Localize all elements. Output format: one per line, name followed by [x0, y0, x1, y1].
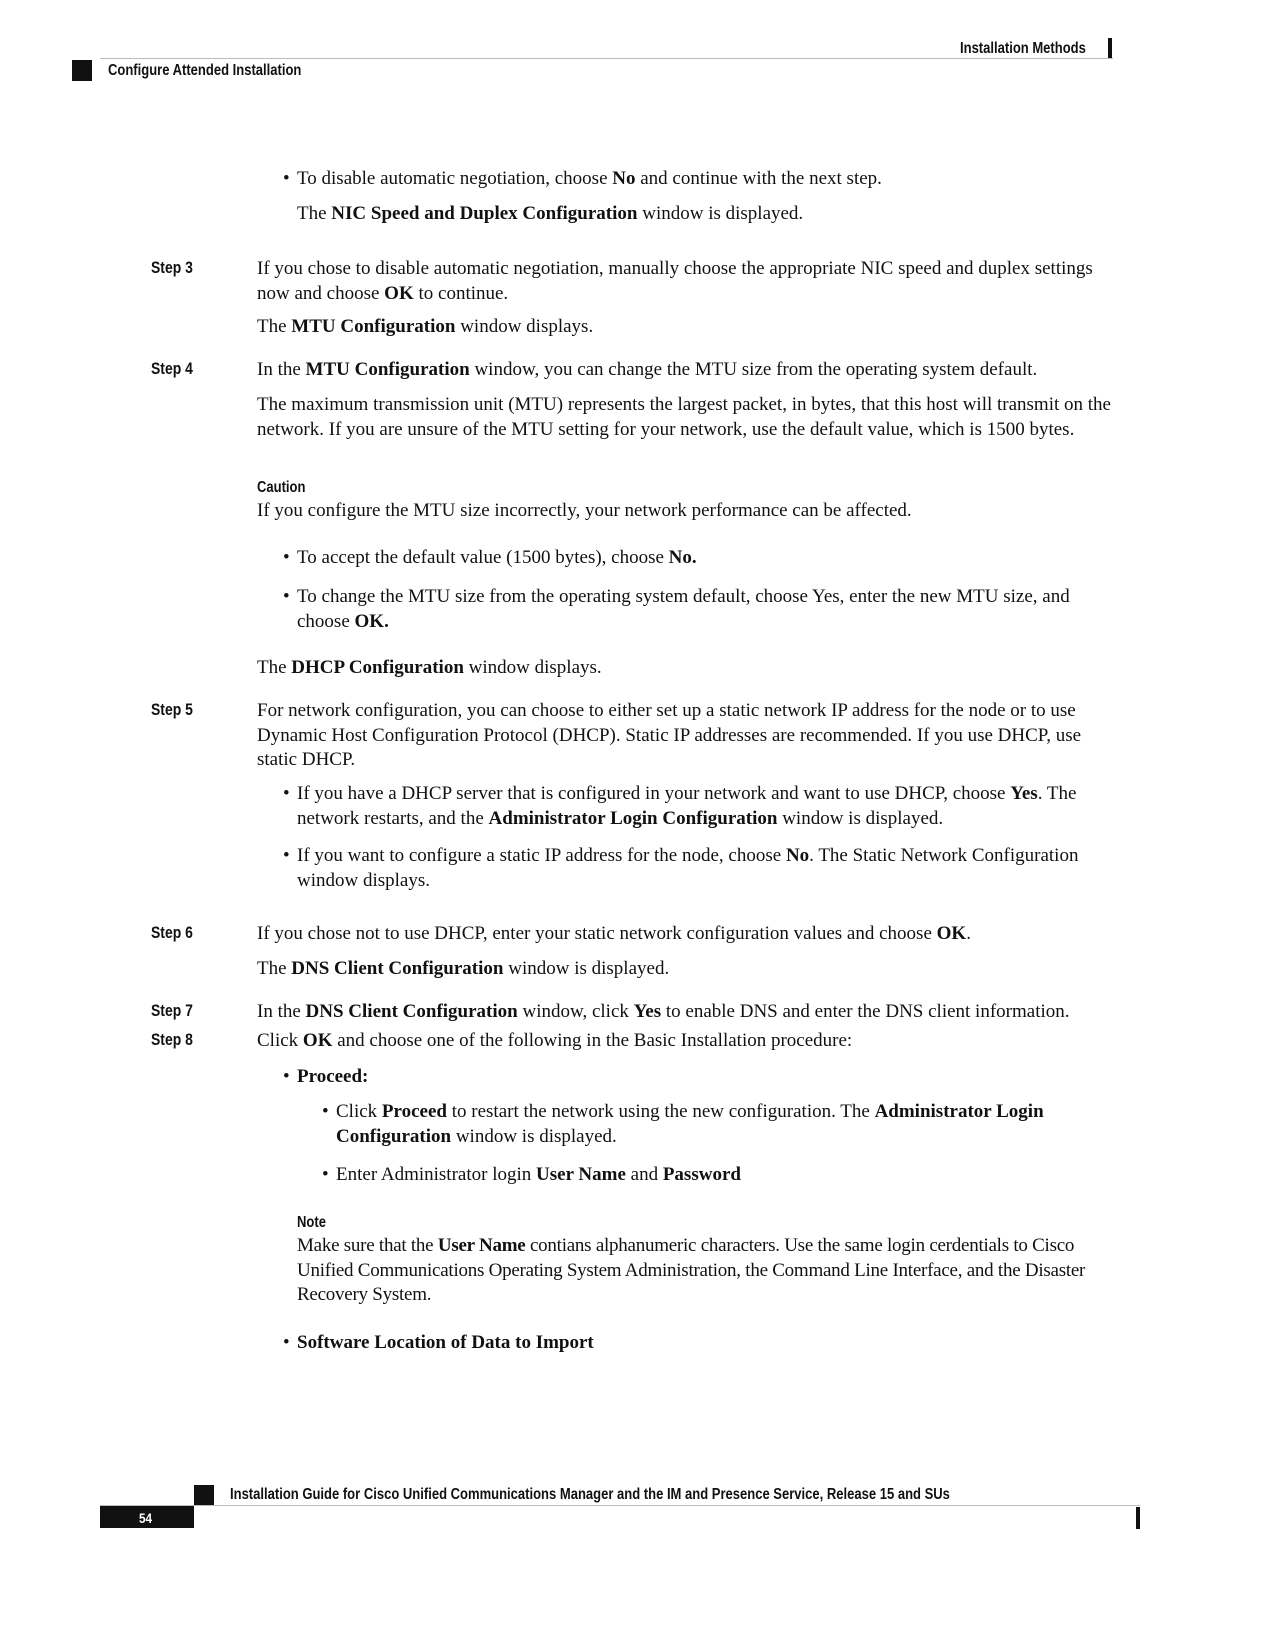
step-6-result: The DNS Client Configuration window is displayed.	[257, 958, 670, 979]
bullet-glyph-dhcp-yes: •	[283, 783, 290, 804]
footer-rule	[100, 1505, 1140, 1506]
nic-window-result: The NIC Speed and Duplex Configuration window is displayed.	[297, 203, 804, 224]
bullet-glyph-mtu-change: •	[283, 586, 290, 607]
bullet-glyph-enter-login: •	[322, 1164, 329, 1185]
footer-left-block	[194, 1485, 214, 1505]
step-4-result: The DHCP Configuration window displays.	[257, 657, 602, 678]
note-text: Make sure that the User Name contians alphanumeric characters. Use the same login cerdentials to Cisco Unified Communications Operating System Administration, the Command Line Interface, and the Disaster Recovery System.	[297, 1235, 1086, 1305]
header-section-title: Installation Methods	[960, 40, 1086, 57]
bullet-disable-negotiation	[283, 167, 290, 192]
step-6-label: Step 6	[151, 923, 193, 942]
step-5-label: Step 5	[151, 700, 193, 719]
bullet-glyph-click-proceed: •	[322, 1101, 329, 1122]
step-7-label: Step 7	[151, 1001, 193, 1020]
step-8-text: Click OK and choose one of the following in the Basic Installation procedure:	[257, 1030, 853, 1051]
step-5-text: For network configuration, you can choose to either set up a static network IP address for the node or to use Dynamic Host Configuration Protocol (DHCP). Static IP addresses are recommended. If you use DHCP, use static DHCP.	[257, 700, 1082, 770]
step-4-text: In the MTU Configuration window, you can change the MTU size from the operating system default.	[257, 359, 1038, 380]
bullet-dhcp-no: If you want to configure a static IP address for the node, choose No. The Static Network Configuration window displays.	[297, 845, 1079, 891]
step-4-label: Step 4	[151, 359, 193, 378]
sub-bullet-enter-login: Enter Administrator login User Name and Password	[336, 1164, 741, 1185]
footer-title: Installation Guide for Cisco Unified Communications Manager and the IM and Presence Service, Release 15 and SUs	[230, 1486, 950, 1503]
software-location-label: Software Location of Data to Import	[297, 1332, 594, 1353]
page-number: 54	[139, 1510, 153, 1526]
caution-text: If you configure the MTU size incorrectly, your network performance can be affected.	[257, 500, 912, 521]
sub-bullet-click-proceed: Click Proceed to restart the network using the new configuration. The Administrator Login Configuration window is displayed.	[336, 1101, 1044, 1147]
bullet-glyph: •	[283, 168, 290, 189]
header-right-bar	[1108, 38, 1112, 58]
bullet-glyph-dhcp-no: •	[283, 845, 290, 866]
step-6-text: If you chose not to use DHCP, enter your static network configuration values and choose OK.	[257, 923, 971, 944]
bullet-mtu-change: To change the MTU size from the operating system default, choose Yes, enter the new MTU size, and choose OK.	[297, 586, 1070, 632]
bullet-glyph-software-location: •	[283, 1332, 290, 1353]
step-3-text: If you chose to disable automatic negotiation, manually choose the appropriate NIC speed and duplex settings now and choose OK to continue.	[257, 258, 1093, 304]
bullet-glyph-mtu-default: •	[283, 547, 290, 568]
caution-label: Caution	[257, 479, 306, 496]
header-rule	[100, 58, 1113, 59]
proceed-label: Proceed:	[297, 1066, 369, 1087]
step-3-result: The MTU Configuration window displays.	[257, 316, 594, 337]
note-label: Note	[297, 1214, 326, 1231]
step-4-mtu-paragraph: The maximum transmission unit (MTU) represents the largest packet, in bytes, that this host will transmit on the network. If you are unsure of the MTU setting for your network, use the default value, which is 1500 bytes.	[257, 394, 1111, 440]
step-8-label: Step 8	[151, 1030, 193, 1049]
footer-right-bar	[1136, 1507, 1140, 1529]
bullet-mtu-default: To accept the default value (1500 bytes), choose No.	[297, 547, 697, 568]
header-chapter-title: Configure Attended Installation	[108, 62, 302, 79]
bullet-disable-negotiation-text: To disable automatic negotiation, choose No and continue with the next step.	[297, 168, 882, 189]
step-3-label: Step 3	[151, 258, 193, 277]
bullet-dhcp-yes: If you have a DHCP server that is configured in your network and want to use DHCP, choose Yes. The network restarts, and the Administrator Login Configuration window is displayed.	[297, 783, 1077, 829]
step-7-text: In the DNS Client Configuration window, click Yes to enable DNS and enter the DNS client information.	[257, 1001, 1070, 1022]
bullet-glyph-proceed: •	[283, 1066, 290, 1087]
header-left-block	[72, 60, 92, 81]
